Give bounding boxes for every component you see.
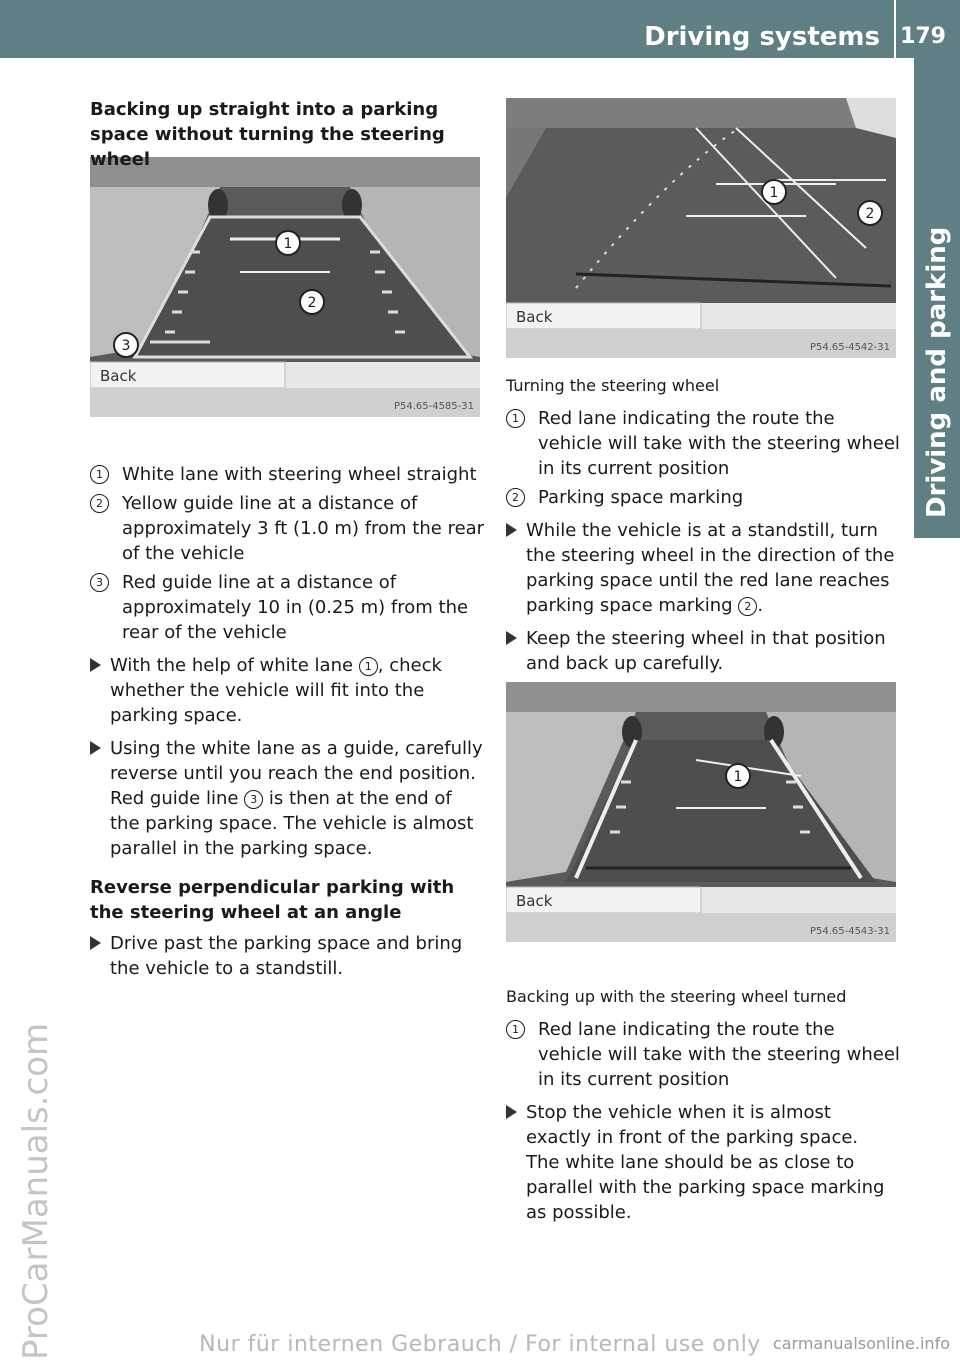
image1-marker-2: 2 [307,295,317,311]
list-item-text: Red lane indicating the route the vehicle will take with the steering wheel in its current position [538,408,900,479]
callout-number: 2 [90,494,109,513]
list-item-text: Red guide line at a distance of approximately 10 in (0.25 m) from the rear of the vehicle [122,572,469,643]
page-number: 179 [900,24,946,49]
step-arrow-icon [506,523,517,537]
list-item-text: Parking space marking [538,487,744,508]
instruction-step: Using the white lane as a guide, carefully reverse until you reach the end position. Red guide line 3 is then at the end of the parking space. The vehicle is almost parallel in the parking space. [90,736,486,861]
callout-number: 1 [90,465,109,484]
callout-number: 1 [506,1020,525,1039]
section-title: Driving systems [644,22,880,52]
heading-straight: Backing up straight into a parking space without turning the steering wheel [90,99,445,170]
callout-number: 3 [90,573,109,592]
list-item [90,491,486,566]
image1-marker-1: 1 [283,236,293,252]
instruction-step: With the help of white lane 1 , check whether the vehicle will fit into the parking space. [90,653,486,728]
column-left [90,97,486,989]
list-item [90,462,486,487]
list-item-text: Yellow guide line at a distance of approximately 3 ft (1.0 m) from the rear of the vehicle [122,493,485,564]
camera-image-turning [506,98,896,358]
instruction-step: Stop the vehicle when it is almost exactly in front of the parking space. The white lane should be as close to parallel with the parking space marking as possible. [506,1100,900,1225]
side-tab [914,58,960,538]
image1-marker-3: 3 [121,338,131,354]
column-right [506,369,900,1233]
list-item-text: Red lane indicating the route the vehicle will take with the steering wheel in its current position [538,1019,900,1090]
callout-number: 2 [506,488,525,507]
step-arrow-icon [90,741,101,755]
footer-internal-use: Nur für internen Gebrauch / For internal use only [199,1332,761,1357]
list-item [506,485,900,510]
caption-backing: Backing up with the steering wheel turned [506,987,847,1006]
list-item-text: White lane with steering wheel straight [122,464,477,485]
heading-perpendicular: Reverse perpendicular parking with the steering wheel at an angle [90,877,455,923]
image3-back-label: Back [516,892,553,910]
callout-number: 1 [506,409,525,428]
image2-code: P54.65-4542-31 [809,342,890,353]
step-note: The white lane should be as close to parallel with the parking space marking as possible. [526,1152,885,1223]
image1-code: P54.65-4585-31 [393,401,474,412]
step-arrow-icon [90,658,101,672]
inline-callout: 3 [244,790,263,809]
image2-marker-2: 2 [865,206,875,222]
step-arrow-icon [506,1105,517,1119]
list-item [506,1017,900,1092]
list-item [506,406,900,481]
image3-code: P54.65-4543-31 [809,926,890,937]
header-bar [0,0,960,58]
step-arrow-icon [506,631,517,645]
step-arrow-icon [90,936,101,950]
inline-callout: 1 [359,657,378,676]
caption-turning: Turning the steering wheel [506,376,720,395]
instruction-step: Drive past the parking space and bring the vehicle to a standstill. [90,931,486,981]
list-item [90,570,486,645]
header-divider [894,0,896,58]
image2-marker-1: 1 [769,185,779,201]
side-tab-label: Driving and parking [922,226,952,518]
image3-marker-1: 1 [733,769,743,785]
watermark: ProCarManuals.com [16,1022,56,1360]
image2-back-label: Back [516,308,553,326]
image1-back-label: Back [100,367,137,385]
footer-site: carmanualsonline.info [772,1334,950,1353]
instruction-step: Keep the steering wheel in that position and back up carefully. [506,626,900,676]
inline-callout: 2 [738,597,757,616]
instruction-step: While the vehicle is at a standstill, turn the steering wheel in the direction of the parking space until the red lane reaches parking space marking 2 . [506,518,900,618]
